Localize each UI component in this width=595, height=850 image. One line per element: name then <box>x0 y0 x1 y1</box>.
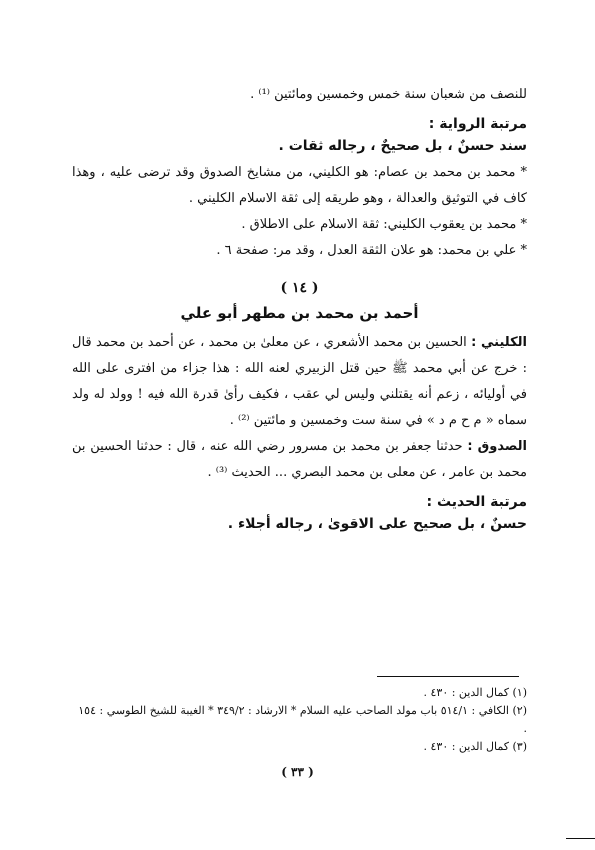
opening-line: للنصف من شعبان سنة خمس وخمسين ومائتين ⁽¹⁾ . <box>250 87 527 102</box>
entry-number: ( ١٤ ) <box>280 280 319 296</box>
footnote-2: (٢) الكافي : ٥١٤/١ باب مولد الصاحب عليه السلام * الارشاد : ٣٤٩/٢ * الغيبة للشيخ الطوسي : ١٥٤ . <box>78 704 527 735</box>
corner-mark <box>566 838 595 839</box>
saduq-text: حدثنا جعفر بن محمد بن مسرور رضي الله عنه ، قال : حدثنا الحسين بن محمد بن عامر ، عن معلى بن محمد البصري ... الحديث ⁽³⁾ . <box>72 439 527 480</box>
bullet-3: * علي بن محمد: هو علان الثقة العدل ، وقد مر: صفحة ٦ . <box>216 243 527 258</box>
rank-text-2: حسنٌ ، بل صحيح على الاقوىٰ ، رجاله أجلاء . <box>227 516 527 532</box>
kulayni-lead: الكليني : <box>471 335 527 350</box>
kulayni-text: الحسين بن محمد الأشعري ، عن معلىٰ بن محمد ، عن أحمد بن محمد قال : خرج عن أبي محمد ﷺ حين قتل الزبيري لعنه الله : هذا جزاء من افترى على الله في أوليائه ، زعم أنه يقتلني وليس لي عقب ، فكيف رأىٰ قدرة الله فيه ! وولد له ولد سماه « م ح م د » في سنة ست وخمسين و مائتين ⁽²⁾ . <box>72 335 527 428</box>
rank-text-1: سند حسنٌ ، بل صحيحٌ ، رجاله ثقات . <box>278 138 527 154</box>
saduq-lead: الصدوق : <box>467 439 527 454</box>
bullet-1: * محمد بن محمد بن عصام: هو الكليني، من مشايخ الصدوق وقد ترضى عليه ، وهذا كاف في التوثيق والعدالة ، وهو طريقه إلى ثقة الاسلام الكليني . <box>72 165 527 206</box>
rank-heading-1: مرتبة الرواية : <box>428 116 527 132</box>
saduq-paragraph <box>72 434 527 486</box>
footnote-divider <box>377 676 519 677</box>
footnote-3: (٣) كمال الدين : ٤٣٠ . <box>423 740 527 753</box>
page-body <box>72 82 527 538</box>
kulayni-paragraph <box>72 330 527 434</box>
rank-heading-2: مرتبة الحديث : <box>426 494 527 510</box>
page-number: ( ٣٣ ) <box>281 765 314 779</box>
footnote-1: (١) كمال الدين : ٤٣٠ . <box>423 686 527 699</box>
footnotes <box>72 684 527 756</box>
bullet-2: * محمد بن يعقوب الكليني: ثقة الاسلام على الاطلاق . <box>241 217 527 232</box>
entry-title: أحمد بن محمد بن مطهر أبو علي <box>180 304 419 322</box>
